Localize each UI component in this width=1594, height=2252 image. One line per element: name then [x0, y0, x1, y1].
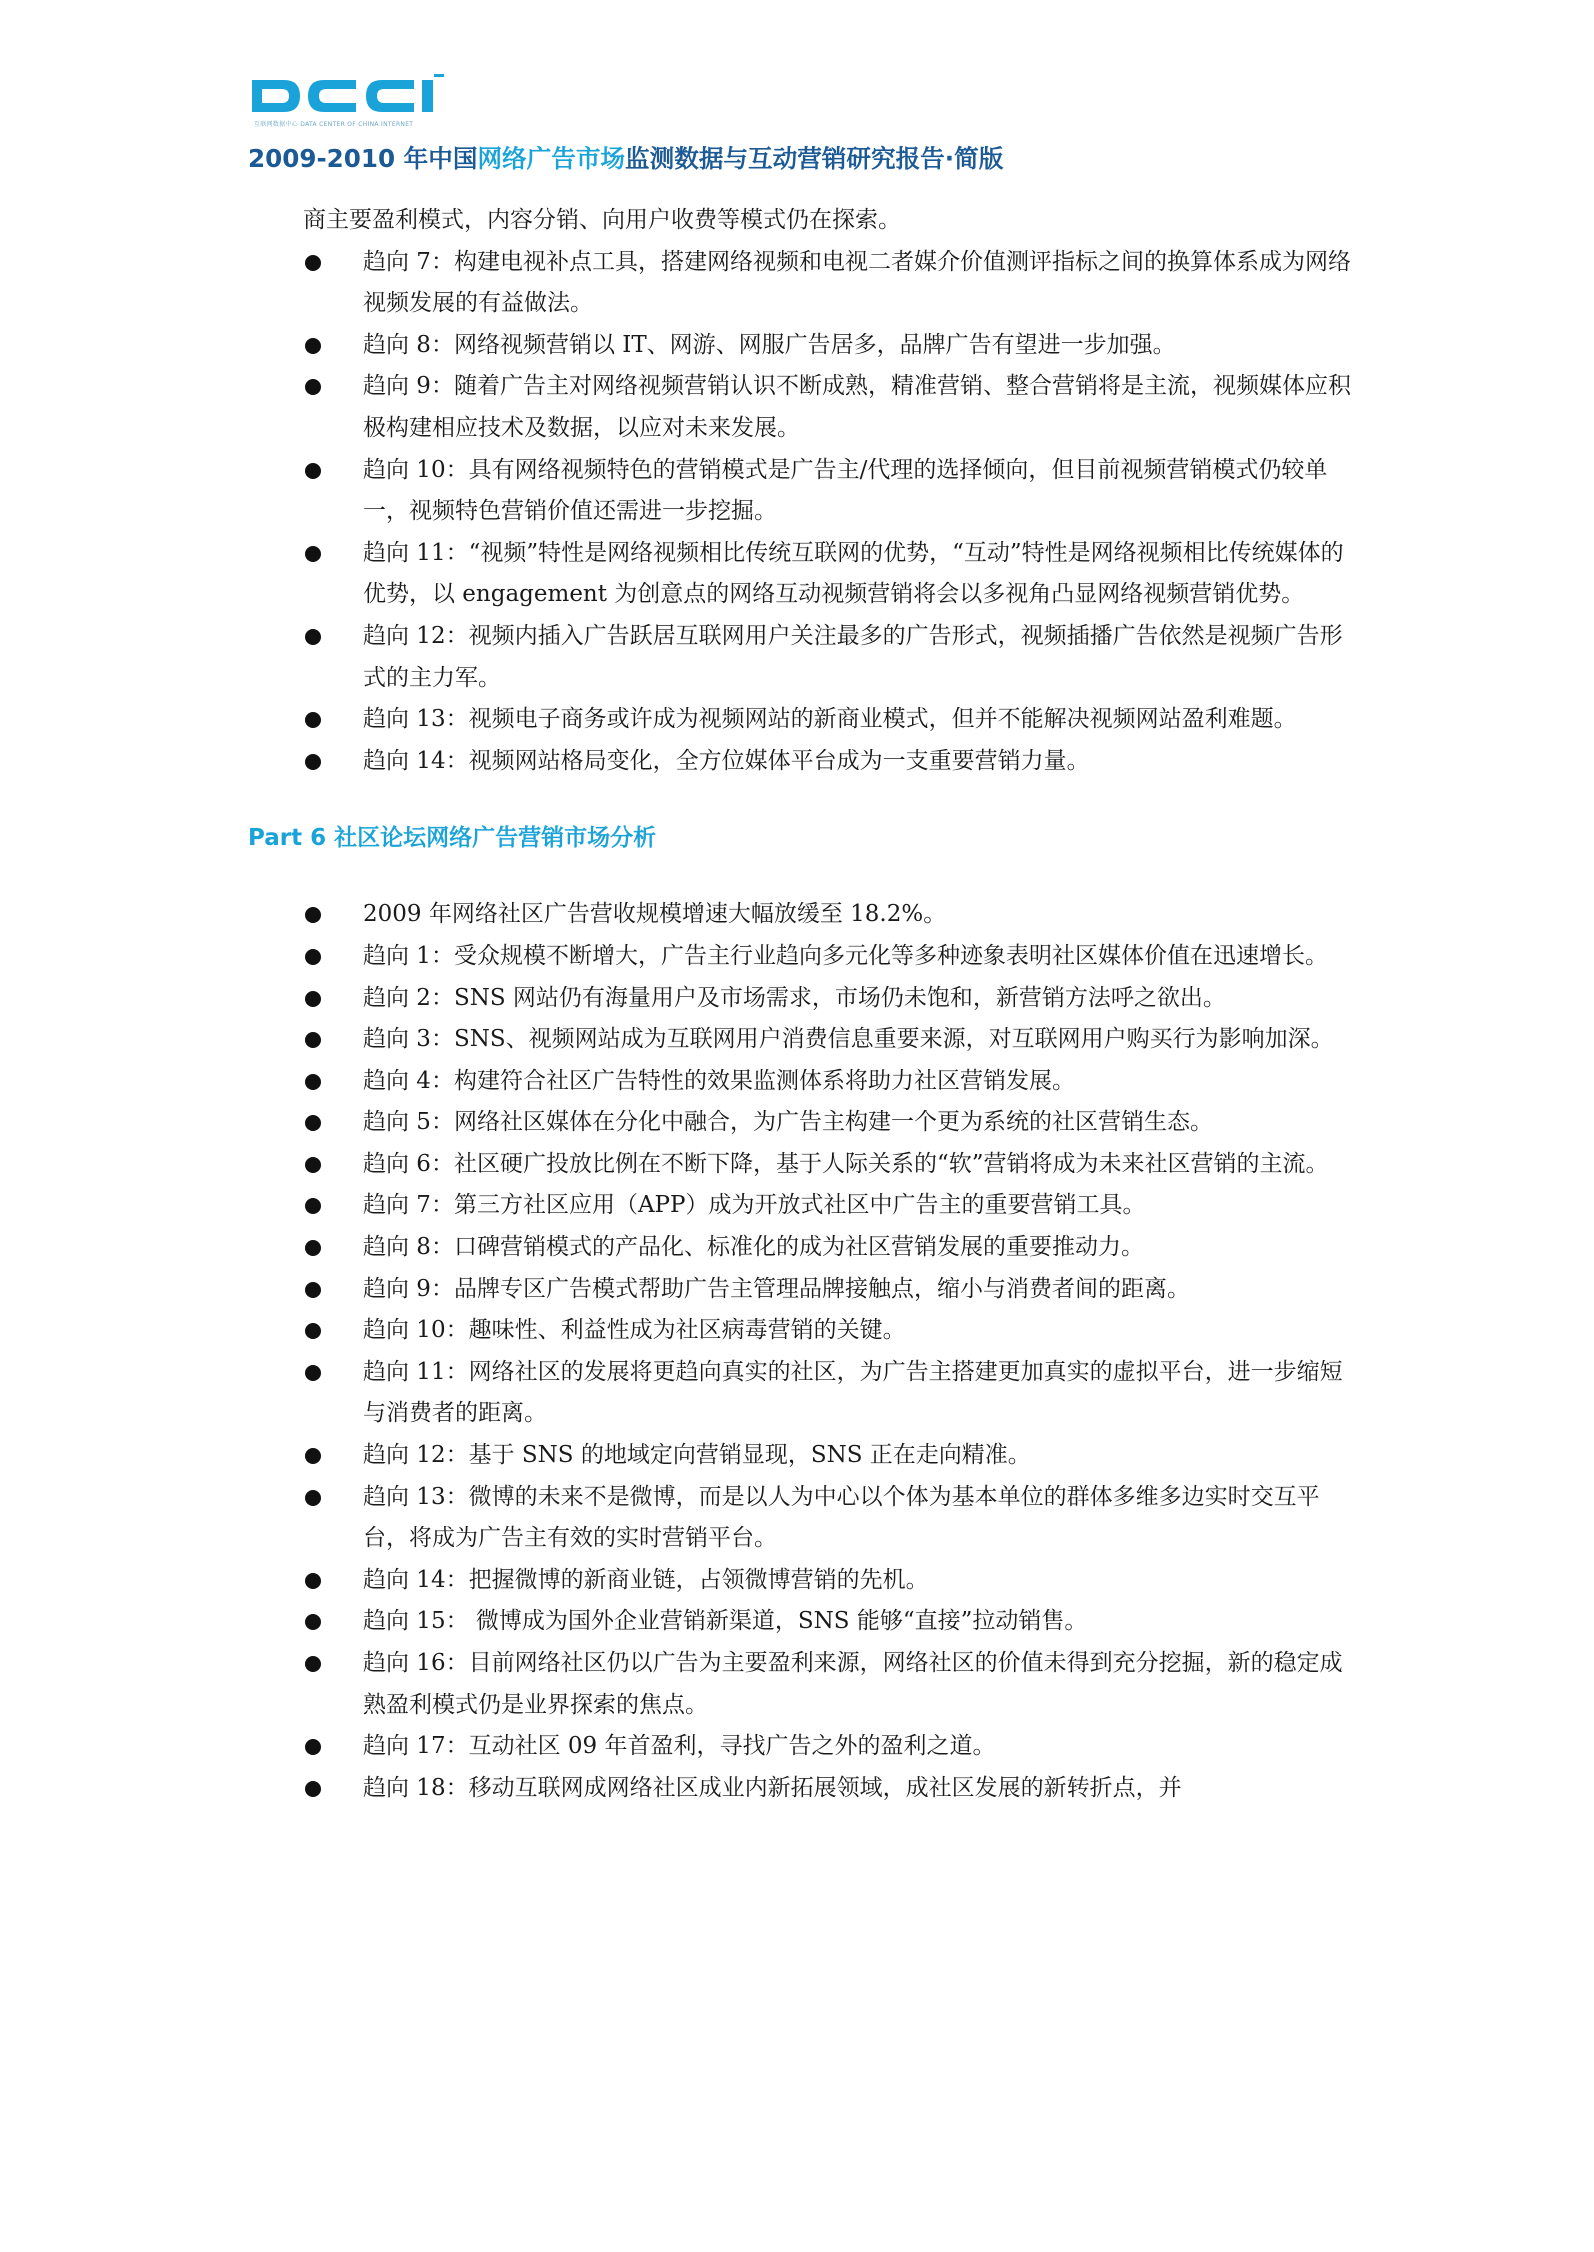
list-item — [303, 1477, 1358, 1560]
list-item — [303, 1560, 1358, 1602]
list-item — [303, 1185, 1358, 1227]
list-item — [303, 978, 1358, 1020]
list-item-text: 趋向 13：微博的未来不是微博，而是以人为中心以个体为基本单位的群体多维多边实时交互平台，将成为广告主有效的实时营销平台。 — [363, 1483, 1320, 1552]
list-item-text: 趋向 9：随着广告主对网络视频营销认识不断成熟，精准营销、整合营销将是主流，视频媒体应积极构建相应技术及数据，以应对未来发展。 — [363, 373, 1351, 441]
bullet-icon — [305, 754, 321, 770]
bullet-icon — [305, 379, 321, 395]
bullet-icon — [305, 1240, 321, 1256]
list-item-text: 趋向 10：趣味性、利益性成为社区病毒营销的关键。 — [363, 1317, 906, 1344]
bullet-icon — [305, 1365, 321, 1381]
list-item-text: 趋向 11：网络社区的发展将更趋向真实的社区，为广告主搭建更加真实的虚拟平台，进一步缩短与消费者的距离。 — [363, 1358, 1343, 1427]
bullet-icon — [305, 712, 321, 728]
list-item-text: 趋向 7：构建电视补点工具，搭建网络视频和电视二者媒介价值测评指标之间的换算体系成为网络视频发展的有益做法。 — [363, 248, 1351, 317]
list-item — [303, 1643, 1358, 1726]
bullet-icon — [305, 1573, 321, 1589]
report-title-part3: 监测数据与互动营销研究报告·简版 — [625, 144, 1004, 173]
bullet-icon — [305, 1490, 321, 1506]
bullet-icon — [305, 1323, 321, 1339]
bullet-icon — [305, 907, 321, 923]
list-item — [303, 1768, 1358, 1810]
list-item — [303, 741, 1358, 783]
report-title-part2: 网络广告市场 — [477, 144, 626, 173]
list-item — [303, 1061, 1358, 1103]
bullet-icon — [305, 1739, 321, 1755]
report-title — [248, 144, 1398, 174]
list-item-text: 趋向 10：具有网络视频特色的营销模式是广告主/代理的选择倾向，但目前视频营销模式仍较单一，视频特色营销价值还需进一步挖掘。 — [363, 456, 1328, 525]
list-item-text: 趋向 8：口碑营销模式的产品化、标准化的成为社区营销发展的重要推动力。 — [363, 1234, 1144, 1261]
bullet-icon — [305, 1614, 321, 1630]
list-item — [303, 616, 1358, 699]
bullet-icon — [305, 338, 321, 354]
list-item — [303, 533, 1358, 616]
bullet-icon — [305, 546, 321, 562]
bullet-icon — [305, 1032, 321, 1048]
list-item-text: 趋向 11：“视频”特性是网络视频相比传统互联网的优势，“互动”特性是网络视频相比传统媒体的优势，以 engagement 为创意点的网络互动视频营销将会以多视角凸显网络视频营销优势。 — [363, 539, 1344, 608]
list-item-text: 趋向 14：视频网站格局变化，全方位媒体平台成为一支重要营销力量。 — [363, 747, 1090, 774]
dcci-logo — [248, 72, 478, 130]
list-item-text: 趋向 12：基于 SNS 的地域定向营销显现，SNS 正在走向精准。 — [363, 1442, 1031, 1469]
section5-list — [303, 200, 1358, 242]
bullet-icon — [305, 1656, 321, 1672]
list-item-text: 趋向 4：构建符合社区广告特性的效果监测体系将助力社区营销发展。 — [363, 1067, 1075, 1094]
list-item — [303, 242, 1358, 325]
list-item — [303, 1144, 1358, 1186]
list-item-text: 趋向 9：品牌专区广告模式帮助广告主管理品牌接触点，缩小与消费者间的距离。 — [363, 1275, 1190, 1302]
bullet-icon — [305, 1157, 321, 1173]
list-item — [303, 1102, 1358, 1144]
list-item — [303, 1227, 1358, 1269]
list-item — [303, 1601, 1358, 1643]
bullet-icon — [305, 991, 321, 1007]
list-item — [303, 699, 1358, 741]
list-item-text: 趋向 17：互动社区 09 年首盈利，寻找广告之外的盈利之道。 — [363, 1733, 996, 1760]
list-item — [303, 894, 1358, 936]
bullet-icon — [305, 463, 321, 479]
list-item — [303, 1726, 1358, 1768]
dcci-logo-icon — [248, 72, 478, 122]
report-title-part1: 2009-2010 年中国 — [248, 144, 478, 173]
bullet-icon — [305, 629, 321, 645]
list-item-text: 趋向 18：移动互联网成网络社区成业内新拓展领域，成社区发展的新转折点，并 — [363, 1774, 1182, 1801]
list-item — [303, 1269, 1358, 1311]
list-item — [303, 1310, 1358, 1352]
list-item — [303, 366, 1358, 449]
page-content — [248, 200, 1358, 1809]
list-item-text: 趋向 13：视频电子商务或许成为视频网站的新商业模式，但并不能解决视频网站盈利难题。 — [363, 706, 1297, 733]
section6-trend-list — [303, 894, 1358, 1809]
bullet-icon — [305, 1074, 321, 1090]
list-item-text: 趋向 7：第三方社区应用（APP）成为开放式社区中广告主的重要营销工具。 — [363, 1192, 1146, 1219]
page-header — [248, 72, 1398, 174]
list-item-text: 趋向 16：目前网络社区仍以广告为主要盈利来源，网络社区的价值未得到充分挖掘，新的稳定成熟盈利模式仍是业界探索的焦点。 — [363, 1650, 1343, 1718]
list-item — [303, 936, 1358, 978]
list-item-text: 趋向 8：网络视频营销以 IT、网游、网服广告居多，品牌广告有望进一步加强。 — [363, 331, 1176, 358]
bullet-icon — [305, 1115, 321, 1131]
list-item — [303, 325, 1358, 367]
logo-subtext: 互联网数据中心 DATA CENTER OF CHINA INTERNET — [254, 121, 414, 128]
section5-trend-list — [303, 242, 1358, 783]
list-item — [303, 1352, 1358, 1435]
bullet-icon — [305, 1781, 321, 1797]
list-item-text: 趋向 15： 微博成为国外企业营销新渠道，SNS 能够“直接”拉动销售。 — [363, 1608, 1088, 1635]
bullet-icon — [305, 1282, 321, 1298]
list-item-text: 趋向 2：SNS 网站仍有海量用户及市场需求，市场仍未饱和，新营销方法呼之欲出。 — [363, 984, 1226, 1011]
list-item — [303, 1019, 1358, 1061]
bullet-icon — [305, 949, 321, 965]
list-item — [303, 450, 1358, 533]
bullet-icon — [305, 1448, 321, 1464]
bullet-icon — [305, 255, 321, 271]
list-item — [303, 1435, 1358, 1477]
list-item-text: 趋向 1：受众规模不断增大，广告主行业趋向多元化等多种迹象表明社区媒体价值在迅速增长。 — [363, 942, 1328, 969]
continuation-line: 商主要盈利模式，内容分销、向用户收费等模式仍在探索。 — [303, 207, 901, 233]
list-item-text: 趋向 12：视频内插入广告跃居互联网用户关注最多的广告形式，视频插播广告依然是视频广告形式的主力军。 — [363, 622, 1343, 691]
section6-heading: Part 6 社区论坛网络广告营销市场分析 — [248, 825, 657, 852]
list-item-text: 趋向 5：网络社区媒体在分化中融合，为广告主构建一个更为系统的社区营销生态。 — [363, 1109, 1213, 1136]
list-item-text: 2009 年网络社区广告营收规模增速大幅放缓至 18.2%。 — [363, 901, 947, 928]
list-item-text: 趋向 14：把握微博的新商业链，占领微博营销的先机。 — [363, 1566, 929, 1593]
bullet-icon — [305, 1198, 321, 1214]
list-item-text: 趋向 6：社区硬广投放比例在不断下降，基于人际关系的“软”营销将成为未来社区营销的主流。 — [363, 1150, 1329, 1177]
list-item-text: 趋向 3：SNS、视频网站成为互联网用户消费信息重要来源，对互联网用户购买行为影响加深。 — [363, 1026, 1334, 1053]
